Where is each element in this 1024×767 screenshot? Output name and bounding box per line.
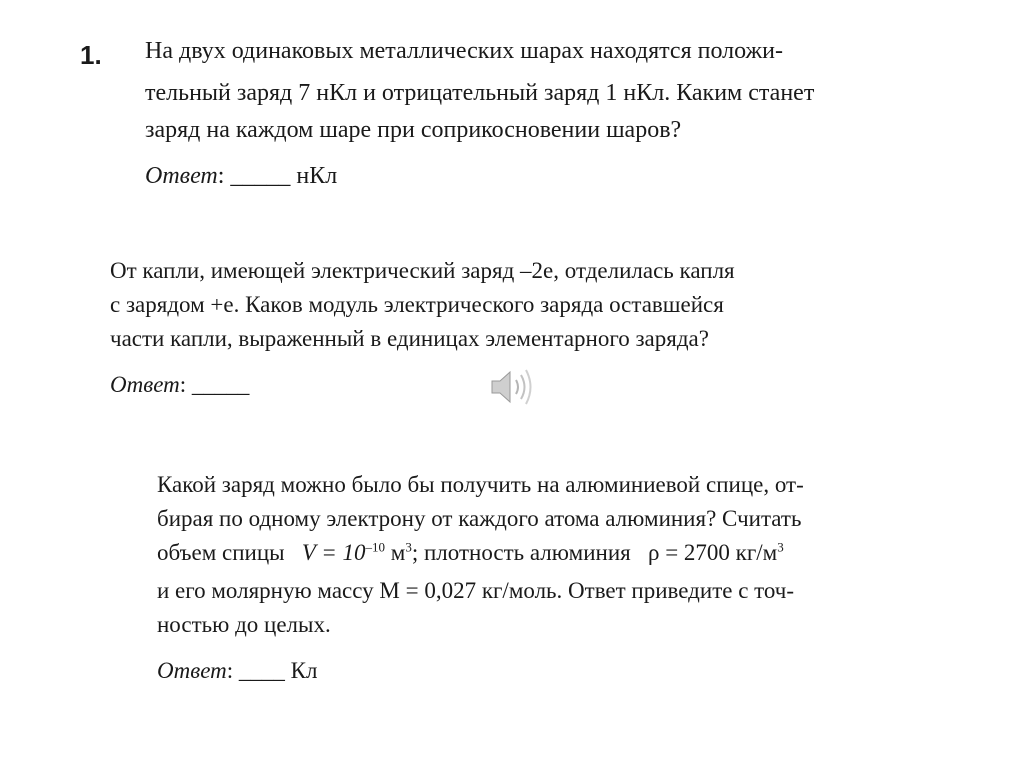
volume-exponent: –10 [365,539,386,555]
problem-1-answer: Ответ: _____ нКл [145,163,338,189]
answer-label: Ответ [145,163,218,189]
problem-3-answer: Ответ: ____ Кл [157,658,318,683]
line3-text-a: объем спицы [157,540,285,565]
problem-1-line-1: На двух одинаковых металлических шарах находятся положи- [145,38,783,64]
answer-blank: _____ [191,372,250,397]
answer-label: Ответ [110,372,180,397]
volume-unit: м [390,540,406,565]
answer-unit: нКл [296,163,338,189]
problem-1-line-3: заряд на каждом шаре при соприкосновении шаров? [145,117,682,143]
answer-unit: Кл [290,658,318,683]
problem-3-line-1: Какой заряд можно было бы получить на алюминиевой спице, от- [157,472,804,497]
problem-2-line-1: От капли, имеющей электрический заряд –2e, отделилась капля [110,258,735,283]
volume-unit-exponent: 3 [405,539,412,555]
problem-number: 1. [80,40,102,70]
answer-label: Ответ [157,658,227,683]
problem-3-line-3 [157,540,784,566]
problem-2-line-2: с зарядом +e. Каков модуль электрического заряда оставшейся [110,292,724,317]
problem-2-answer: Ответ: _____ [110,372,250,397]
answer-blank: _____ [230,163,291,189]
problem-3-line-2: бирая по одному электрону от каждого атома алюминия? Считать [157,506,802,531]
density-formula [648,540,784,565]
volume-formula [302,540,412,565]
density-exponent: 3 [777,539,784,555]
problem-1-line-2: тельный заряд 7 нКл и отрицательный заряд 1 нКл. Каким станет [145,80,815,106]
problem-2-line-3: части капли, выраженный в единицах элементарного заряда? [110,326,709,351]
problem-3-line-4: и его молярную массу M = 0,027 кг/моль. Ответ приведите с точ- [157,578,795,603]
problem-3-line-5: ностью до целых. [157,612,331,637]
speaker-icon[interactable] [488,364,540,410]
line3-text-b: ; плотность алюминия [411,540,631,565]
answer-blank: ____ [238,658,285,683]
density-value: ρ = 2700 кг/м [647,540,778,565]
volume-value: V = 10 [301,540,366,565]
